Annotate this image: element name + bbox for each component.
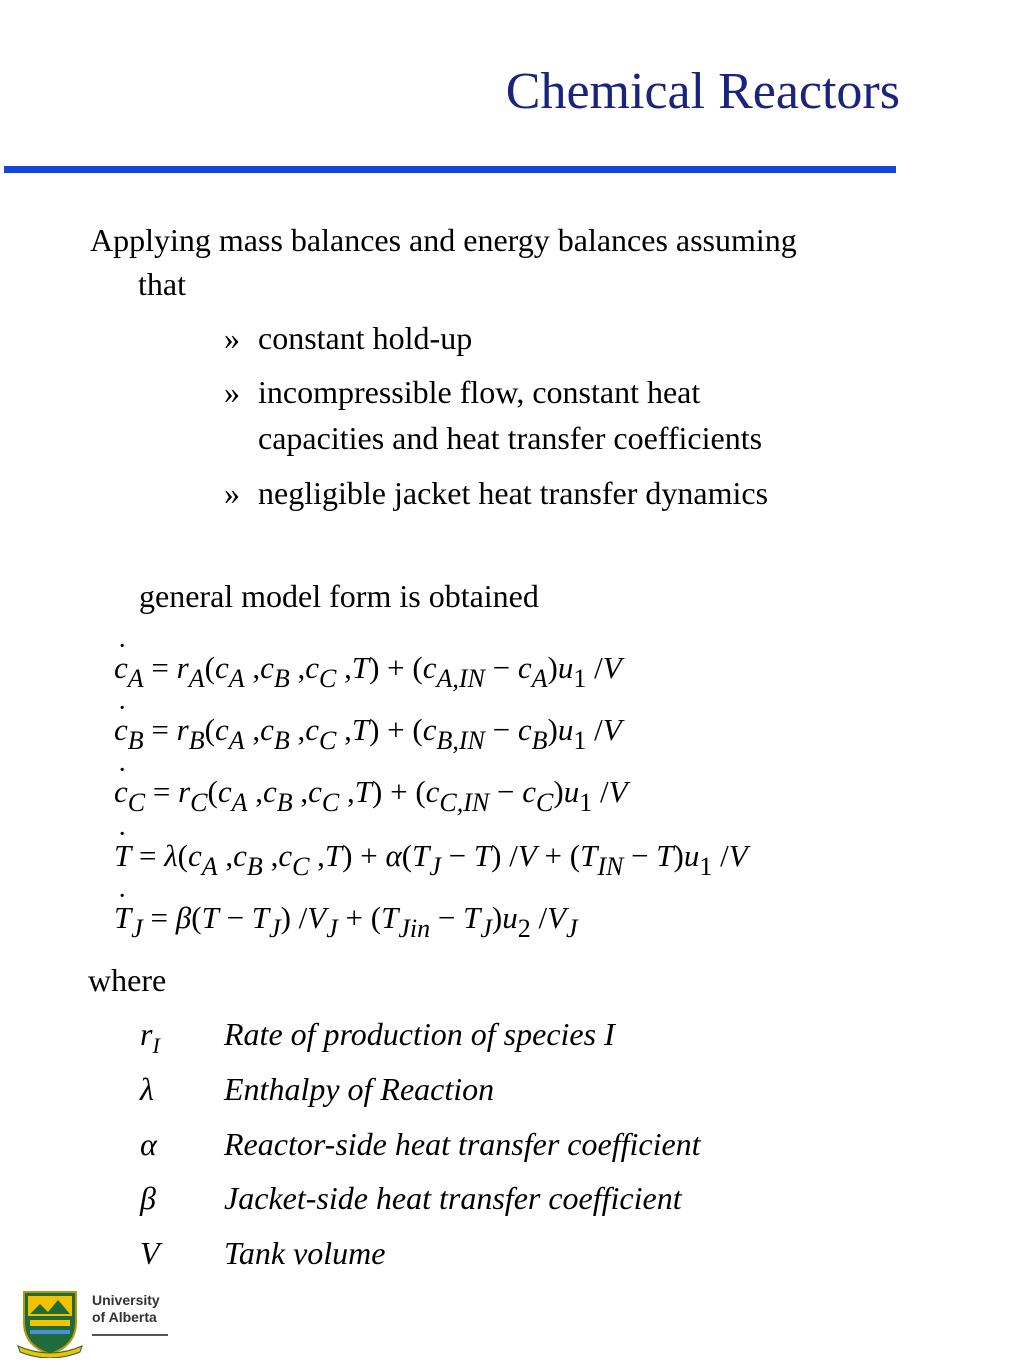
bullet-mark: » — [224, 320, 240, 356]
university-name-line-1: University — [92, 1292, 160, 1308]
equation-tj: ˙ $T_J = \beta(T - T_J) /V_J + (T_{Jin} - T_J)u_2$ $/V_J$ — [114, 900, 578, 936]
where-label: where — [88, 962, 167, 998]
definition-text: Rate of production of species I — [224, 1016, 615, 1052]
general-model-text: general model form is obtained — [139, 578, 539, 614]
bullet-text: constant hold-up — [258, 320, 473, 356]
definition-text: Enthalpy of Reaction — [224, 1071, 495, 1107]
equation-cb: ˙ $c_B = r_B(c_A$ $,c_B$ $,c_C$ $,T) + (c_{B,IN} - c_B)u_1$ /V — [114, 712, 622, 748]
equation-cc: ˙ $c_C = r_C(c_A$ $,c_B$ $,c_C$ $,T) + (c_{C,IN} - c_C)u_1$ /V — [114, 774, 628, 810]
bullet-text: capacities and heat transfer coefficients — [258, 420, 763, 456]
definition-symbol: λ — [140, 1071, 154, 1107]
intro-paragraph — [90, 218, 950, 306]
definition-text: Tank volume — [224, 1235, 386, 1271]
bullet-text: incompressible flow, constant heat — [258, 374, 701, 410]
definition-symbol: V — [140, 1235, 160, 1271]
definition-text: Jacket-side heat transfer coefficient — [224, 1180, 682, 1216]
university-crest-icon — [14, 1286, 86, 1358]
intro-line-1: Applying mass balances and energy balances assuming — [90, 222, 797, 258]
definition-symbol: β — [140, 1180, 156, 1216]
bullet-mark: » — [224, 374, 240, 410]
intro-line-2: that — [138, 266, 186, 302]
title-rule — [4, 166, 896, 173]
university-name — [92, 1292, 160, 1326]
page-title: Chemical Reactors — [505, 63, 900, 120]
logo-underline — [92, 1334, 168, 1336]
university-name-line-2: of Alberta — [92, 1309, 157, 1325]
equation-ca: ˙ $c_A = r_A(c_A$ $,c_B$ $,c_C$ $,T) + (c_{A,IN} - c_A)u_1$ /V — [114, 650, 622, 686]
definition-text: Reactor-side heat transfer coefficient — [224, 1126, 701, 1162]
equation-t: ˙ $T = \lambda(c_A$ $,c_B$ $,c_C$ $,T) + \alpha(T_J - T) /V + (T_{IN} - T)u_1$ /V — [114, 838, 748, 874]
bullet-text: negligible jacket heat transfer dynamics — [258, 475, 769, 511]
definition-symbol: $r_I$ — [140, 1016, 160, 1058]
bullet-mark: » — [224, 475, 240, 511]
definition-symbol: α — [140, 1126, 157, 1162]
